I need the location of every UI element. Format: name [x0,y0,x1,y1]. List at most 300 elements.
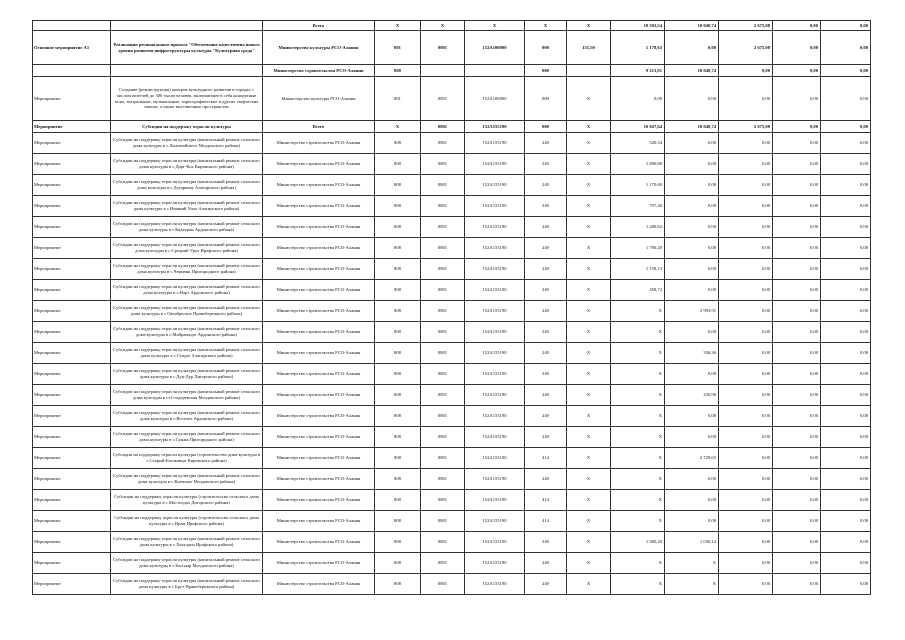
value-2023-cell: 0,00 [821,175,871,196]
table-row [33,553,871,574]
grbs-cell: 808 [375,532,421,553]
target-article-cell: 152А155190 [465,196,525,217]
table-row [33,133,871,154]
expense-type-cell: 240 [525,553,567,574]
extra-cell: X [567,121,611,133]
grbs-cell: 808 [375,259,421,280]
table-row [33,77,871,121]
expense-type-cell: 240 [525,427,567,448]
value-2023-cell: 0,00 [821,133,871,154]
value-2019-cell: X [611,406,665,427]
value-2019-cell: 1 178,63 [611,31,665,65]
value-2023-cell: 0,00 [821,238,871,259]
executor-cell: Министерство строительства РСО-Алания [263,448,375,469]
value-2020-cell: X [665,574,719,595]
event-name-cell [111,65,263,77]
value-2023-cell: 0,00 [821,364,871,385]
executor-cell: Министерство строительства РСО-Алания [263,469,375,490]
event-type-cell: Мероприятие [33,406,111,427]
event-name-cell: Субсидии на поддержку отрасли культуры (капитальный ремонт сельского дома культуры в с.Сунжа Пригородного района) [111,427,263,448]
expense-type-cell: 240 [525,343,567,364]
executor-cell: Министерство строительства РСО-Алания [263,238,375,259]
value-2019-cell: X [611,553,665,574]
executor-cell: Министерство строительства РСО-Алания [263,511,375,532]
executor-cell: Министерство строительства РСО-Алания [263,280,375,301]
extra-cell: X [567,406,611,427]
executor-cell: Министерство строительства РСО-Алания [263,490,375,511]
event-name-cell: Реализация регионального проекта "Обеспечение качественно нового уровня развития инфраструктуры культуры "Культурная среда" [111,31,263,65]
value-2022-cell: 0,00 [773,238,821,259]
event-type-cell: Мероприятие [33,301,111,322]
value-2019-cell: X [611,490,665,511]
section-cell: 0801 [421,385,465,406]
grbs-cell: 801 [375,31,421,65]
grbs-cell: 808 [375,406,421,427]
value-2021-cell: 2 675,08 [719,31,773,65]
section-cell: 0801 [421,121,465,133]
event-type-cell: Мероприятие [33,238,111,259]
value-2021-cell: 0,00 [719,553,773,574]
target-article-cell: X [465,21,525,31]
expense-type-cell: 240 [525,532,567,553]
value-2021-cell: 0,00 [719,217,773,238]
executor-cell: Министерство строительства РСО-Алания [263,553,375,574]
value-2019-cell: X [611,448,665,469]
budget-table [32,20,871,595]
executor-cell: Министерство строительства РСО-Алания [263,427,375,448]
target-article-cell: 152А155190 [465,406,525,427]
executor-cell: Министерство строительства РСО-Алания [263,385,375,406]
value-2019-cell: X [611,322,665,343]
event-type-cell: Мероприятие [33,217,111,238]
grbs-cell: 808 [375,217,421,238]
value-2019-cell: 10 392,54 [611,21,665,31]
value-2021-cell: 0,00 [719,65,773,77]
expense-type-cell: 240 [525,406,567,427]
value-2021-cell: 0,00 [719,364,773,385]
value-2023-cell: 0,00 [821,385,871,406]
value-2019-cell: X [611,427,665,448]
target-article-cell: 152А155190 [465,259,525,280]
value-2021-cell: 0,00 [719,322,773,343]
value-2020-cell: 0,00 [665,31,719,65]
grbs-cell: 808 [375,427,421,448]
value-2022-cell: 0,00 [773,133,821,154]
event-name-cell: Субсидии на поддержку отрасли культуры (капитальный ремонт сельского дома культуры в с.Брут Правобережного района) [111,574,263,595]
grbs-cell: 808 [375,385,421,406]
value-2021-cell: 0,00 [719,196,773,217]
extra-cell: 151,50 [567,31,611,65]
event-name-cell: Субсидии на поддержку отрасли культуры (капитальный ремонт сельского дома культуры в с.Черменк Пригородного района) [111,259,263,280]
value-2022-cell: 0,00 [773,574,821,595]
executor-cell: Министерство строительства РСО-Алания [263,217,375,238]
value-2020-cell: 0,00 [665,133,719,154]
section-cell: 0801 [421,490,465,511]
target-article-cell: 152А155190 [465,385,525,406]
event-name-cell: Субсидии на поддержку отрасли культуры (капитальный ремонт сельского дома культуры в с.Средний Урух Ирафского района) [111,238,263,259]
table-row [33,238,871,259]
section-cell: 0801 [421,217,465,238]
expense-type-cell: 000 [525,65,567,77]
executor-cell: Министерство строительства РСО-Алания [263,322,375,343]
extra-cell: X [567,175,611,196]
table-row [33,217,871,238]
expense-type-cell: 240 [525,133,567,154]
value-2023-cell: 0,00 [821,21,871,31]
value-2021-cell: 0,00 [719,448,773,469]
table-row [33,175,871,196]
value-2023-cell: 0,00 [821,121,871,133]
extra-cell: X [567,532,611,553]
extra-cell: X [567,238,611,259]
executor-cell: Министерство строительства РСО-Алания [263,154,375,175]
section-cell: 0801 [421,31,465,65]
table-row [33,490,871,511]
expense-type-cell: 414 [525,448,567,469]
expense-type-cell: 000 [525,77,567,121]
value-2023-cell: 0,00 [821,154,871,175]
value-2019-cell: X [611,343,665,364]
grbs-cell: 808 [375,364,421,385]
value-2022-cell: 0,00 [773,31,821,65]
value-2022-cell: 0,00 [773,259,821,280]
target-article-cell: 152А155190 [465,553,525,574]
target-article-cell: 152А155190 [465,154,525,175]
grbs-cell: 808 [375,238,421,259]
event-name-cell: Субсидии на поддержку отрасли культуры (строительство дома культуры в с.Старый-Батакаюрт Кировского района) [111,448,263,469]
expense-type-cell: 240 [525,469,567,490]
event-type-cell: Мероприятие [33,322,111,343]
section-cell: 0801 [421,301,465,322]
value-2023-cell: 0,00 [821,532,871,553]
value-2019-cell: 10 047,64 [611,121,665,133]
value-2022-cell: 0,00 [773,343,821,364]
value-2021-cell: 2 675,08 [719,121,773,133]
executor-cell: Министерство культуры РСО-Алания [263,77,375,121]
grbs-cell: 808 [375,301,421,322]
value-2022-cell: 0,00 [773,385,821,406]
target-article-cell [465,65,525,77]
value-2019-cell: 458,72 [611,280,665,301]
event-type-cell: Мероприятие [33,364,111,385]
expense-type-cell: 000 [525,31,567,65]
extra-cell: X [567,574,611,595]
extra-cell: X [567,343,611,364]
table-row [33,196,871,217]
value-2023-cell: 0,00 [821,469,871,490]
extra-cell: X [567,77,611,121]
event-name-cell: Субсидии на поддержку отрасли культуры (капитальный ремонт сельского дома культуры в с.Нижний Унал Алагирского района) [111,196,263,217]
value-2020-cell: 0,00 [665,469,719,490]
value-2019-cell: X [611,385,665,406]
grbs-cell: 808 [375,469,421,490]
value-2020-cell: 0,00 [665,511,719,532]
value-2023-cell: 0,00 [821,343,871,364]
table-row [33,364,871,385]
event-name-cell: Субсидии на поддержку отрасли культуры (капитальный ремонт сельского дома культуры в с.Лыхомайского Моздокского района) [111,133,263,154]
value-2022-cell: 0,00 [773,217,821,238]
table-row [33,511,871,532]
event-name-cell: Субсидии на поддержку отрасли культуры (капитальный ремонт сельского дома культуры в с.Дзуарикау Алагирского района) [111,175,263,196]
section-cell: 0801 [421,406,465,427]
value-2021-cell: 0,00 [719,532,773,553]
event-name-cell [111,21,263,31]
value-2021-cell: 0,00 [719,259,773,280]
value-2021-cell: 0,00 [719,133,773,154]
section-cell: 0801 [421,196,465,217]
value-2021-cell: 0,00 [719,343,773,364]
table-row [33,427,871,448]
event-name-cell: Субсидии на поддержку отрасли культуры (капитальный ремонт сельского дома культуры в с.Кадгарон Ардонского района) [111,217,263,238]
table-row [33,280,871,301]
table-row [33,31,871,65]
value-2022-cell: 0,00 [773,65,821,77]
extra-cell: X [567,490,611,511]
value-2023-cell: 0,00 [821,553,871,574]
section-cell: 0801 [421,469,465,490]
value-2019-cell: 520,34 [611,133,665,154]
executor-cell: Министерство строительства РСО-Алания [263,65,375,77]
value-2019-cell: 1 690,80 [611,154,665,175]
value-2020-cell: 0,00 [665,175,719,196]
value-2023-cell: 0,00 [821,322,871,343]
section-cell: 0801 [421,511,465,532]
section-cell: 0801 [421,427,465,448]
extra-cell: X [567,469,611,490]
extra-cell: X [567,21,611,31]
grbs-cell: 808 [375,280,421,301]
value-2019-cell: X [611,469,665,490]
event-name-cell: Субсидии на поддержку отрасли культуры (капитальный ремонт сельского дома культуры в с.Бесплар Моздокского района) [111,553,263,574]
grbs-cell: 808 [375,154,421,175]
event-type-cell: Мероприятие [33,553,111,574]
target-article-cell: 152А155190 [465,217,525,238]
expense-type-cell: 240 [525,196,567,217]
value-2020-cell: 0,00 [665,154,719,175]
value-2022-cell: 0,00 [773,532,821,553]
value-2020-cell: 1 036,12 [665,532,719,553]
extra-cell: X [567,364,611,385]
section-cell: 0801 [421,553,465,574]
grbs-cell: 808 [375,448,421,469]
event-name-cell: Субсидии на поддержку отрасли культуры (капитальный ремонт сельского дома культуры в с.Дур-Дур Дигорского района) [111,364,263,385]
event-name-cell: Субсидии на поддержку отрасли культуры (капитальный ремонт сельского дома культуры в с.Суадаг Алагирского района) [111,343,263,364]
table-row [33,343,871,364]
target-article-cell: 152А155190 [465,574,525,595]
value-2022-cell: 0,00 [773,21,821,31]
table-row [33,65,871,77]
expense-type-cell: 414 [525,511,567,532]
grbs-cell: 808 [375,574,421,595]
table-row [33,322,871,343]
value-2022-cell: 0,00 [773,364,821,385]
event-type-cell: Мероприятие [33,175,111,196]
value-2020-cell: 0,00 [665,322,719,343]
extra-cell: X [567,448,611,469]
event-name-cell: Субсидии на поддержку отрасли культуры (капитальный ремонт сельского дома культуры в с.Октябрьское Правобережного района) [111,301,263,322]
target-article-cell: 152А155190 [465,322,525,343]
event-type-cell [33,65,111,77]
value-2021-cell: 0,00 [719,175,773,196]
value-2022-cell: 0,00 [773,322,821,343]
value-2022-cell: 0,00 [773,490,821,511]
executor-cell: Министерство строительства РСО-Алания [263,175,375,196]
grbs-cell: 808 [375,65,421,77]
target-article-cell: 152А155190 [465,280,525,301]
value-2023-cell: 0,00 [821,427,871,448]
section-cell: 0801 [421,280,465,301]
extra-cell: X [567,259,611,280]
value-2019-cell: 1 380,20 [611,532,665,553]
executor-cell: Всего [263,21,375,31]
event-name-cell: Субсидии на поддержку отрасли культуры (строительство сельского дома культуры в с.Ирам Ирафского района) [111,511,263,532]
value-2022-cell: 0,00 [773,406,821,427]
extra-cell: X [567,553,611,574]
value-2020-cell: 10 040,74 [665,121,719,133]
event-type-cell: Основное мероприятие А1 [33,31,111,65]
value-2021-cell: 0,00 [719,385,773,406]
executor-cell: Министерство строительства РСО-Алания [263,343,375,364]
section-cell: 0801 [421,175,465,196]
grbs-cell: X [375,121,421,133]
executor-cell: Министерство строительства РСО-Алания [263,196,375,217]
value-2019-cell: X [611,364,665,385]
value-2020-cell: 0,00 [665,259,719,280]
value-2023-cell: 0,00 [821,448,871,469]
value-2023-cell: 0,00 [821,574,871,595]
extra-cell: X [567,280,611,301]
value-2021-cell: 0,00 [719,406,773,427]
value-2020-cell: 10 040,74 [665,21,719,31]
section-cell: 0801 [421,133,465,154]
extra-cell: X [567,196,611,217]
value-2022-cell: 0,00 [773,553,821,574]
value-2022-cell: 0,00 [773,154,821,175]
event-name-cell: Субсидии на поддержку отрасли культуры (строительство сельского дома культуры в с.Мостиздах Дигорского района) [111,490,263,511]
event-type-cell: Мероприятие [33,574,111,595]
expense-type-cell: 240 [525,280,567,301]
executor-cell: Министерство строительства РСО-Алания [263,133,375,154]
table-row [33,469,871,490]
event-name-cell: Субсидии на поддержку отрасли культуры (капитальный ремонт сельского дома культуры в с.Нарт Ардонского района) [111,280,263,301]
extra-cell: X [567,385,611,406]
event-type-cell: Мероприятие [33,385,111,406]
value-2022-cell: 0,00 [773,196,821,217]
event-name-cell: Субсидии на поддержку отрасли культуры (капитальный ремонт сельского дома культуры в ст.Стодеревская Моздокского района) [111,385,263,406]
value-2021-cell: 0,00 [719,469,773,490]
value-2020-cell: 0,00 [665,196,719,217]
value-2021-cell: 0,00 [719,154,773,175]
event-name-cell: Создание (реконструкция) центров культурного развития в городах с числом жителей до 300 тысяч человек, включающее в себя концертные залы, театральные, музыкальные, хореографические и другие творческие школы, а также выставочные пространства [111,77,263,121]
event-type-cell: Мероприятие [33,448,111,469]
expense-type-cell: 240 [525,364,567,385]
value-2020-cell: 0,00 [665,406,719,427]
target-article-cell: 152А100000 [465,31,525,65]
target-article-cell: 152А155190 [465,301,525,322]
value-2019-cell: 1 286,82 [611,217,665,238]
event-name-cell: Субсидии на поддержку отрасли культуры [111,121,263,133]
executor-cell: Министерство строительства РСО-Алания [263,301,375,322]
event-type-cell: Мероприятие [33,121,111,133]
event-type-cell: Мероприятие [33,469,111,490]
value-2022-cell: 0,00 [773,511,821,532]
target-article-cell: 152А155190 [465,532,525,553]
table-row [33,121,871,133]
table-row [33,21,871,31]
value-2019-cell: 0,00 [611,77,665,121]
section-cell: 0801 [421,77,465,121]
expense-type-cell: 240 [525,175,567,196]
target-article-cell: 152А155190 [465,238,525,259]
executor-cell: Министерство строительства РСО-Алания [263,532,375,553]
event-name-cell: Субсидии на поддержку отрасли культуры (капитальный ремонт сельского дома культуры в с.Дарг-Кох Кировского района) [111,154,263,175]
extra-cell: X [567,427,611,448]
section-cell: 0801 [421,154,465,175]
event-type-cell: Мероприятие [33,427,111,448]
value-2022-cell: 0,00 [773,121,821,133]
event-type-cell: Мероприятие [33,280,111,301]
event-type-cell: Мероприятие [33,511,111,532]
value-2021-cell: 0,00 [719,301,773,322]
section-cell: 0801 [421,574,465,595]
event-type-cell: Мероприятие [33,490,111,511]
value-2020-cell: 10 040,74 [665,65,719,77]
document-sheet [32,20,871,595]
value-2020-cell: 2 993,91 [665,301,719,322]
event-type-cell: Мероприятие [33,196,111,217]
event-type-cell [33,21,111,31]
value-2023-cell: 0,00 [821,511,871,532]
value-2023-cell: 0,00 [821,77,871,121]
extra-cell: X [567,154,611,175]
expense-type-cell: X [525,21,567,31]
value-2023-cell: 0,00 [821,217,871,238]
target-article-cell: 152А100000 [465,77,525,121]
grbs-cell: 808 [375,133,421,154]
grbs-cell: 801 [375,77,421,121]
value-2023-cell: 0,00 [821,280,871,301]
value-2021-cell: 0,00 [719,427,773,448]
target-article-cell: 152А155190 [465,121,525,133]
section-cell: 0801 [421,448,465,469]
event-type-cell: Мероприятие [33,343,111,364]
table-row [33,532,871,553]
value-2022-cell: 0,00 [773,175,821,196]
value-2020-cell: 0,00 [665,490,719,511]
event-type-cell: Мероприятие [33,133,111,154]
section-cell: 0801 [421,364,465,385]
event-type-cell: Мероприятие [33,154,111,175]
grbs-cell: 808 [375,322,421,343]
section-cell: 0801 [421,259,465,280]
value-2020-cell: 0,00 [665,427,719,448]
section-cell: X [421,21,465,31]
target-article-cell: 152А155190 [465,364,525,385]
value-2020-cell: 0,00 [665,280,719,301]
event-type-cell: Мероприятие [33,77,111,121]
value-2021-cell: 0,00 [719,511,773,532]
table-row [33,406,871,427]
value-2019-cell: X [611,301,665,322]
grbs-cell: 808 [375,553,421,574]
executor-cell: Министерство строительства РСО-Алания [263,364,375,385]
expense-type-cell: 240 [525,385,567,406]
target-article-cell: 152А155190 [465,448,525,469]
grbs-cell: 808 [375,490,421,511]
grbs-cell: 808 [375,343,421,364]
value-2021-cell: 0,00 [719,238,773,259]
expense-type-cell: 240 [525,238,567,259]
